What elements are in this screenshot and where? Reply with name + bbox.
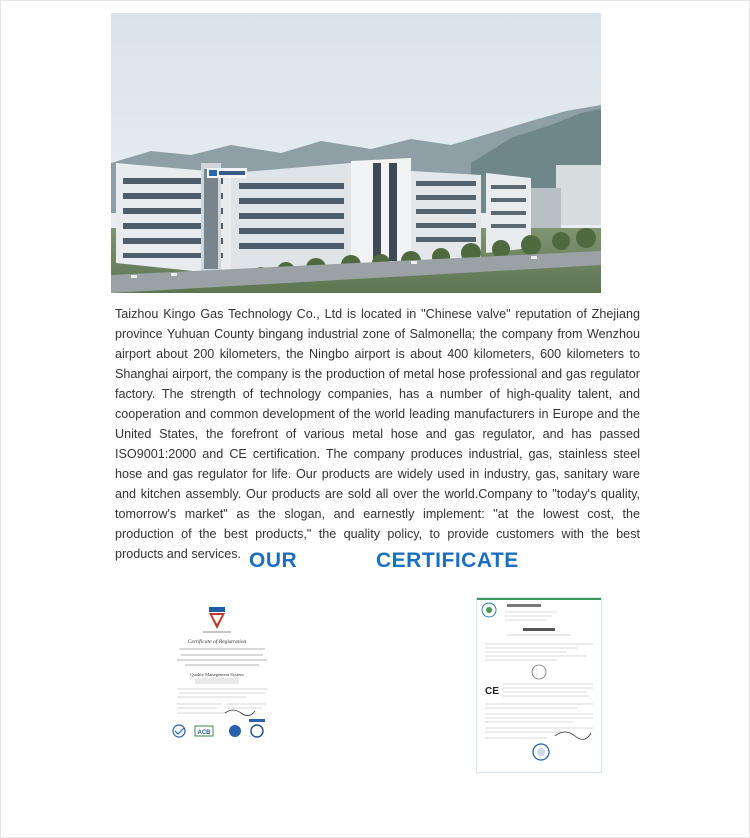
iso-certificate-graphic xyxy=(167,605,277,745)
company-introduction: Taizhou Kingo Gas Technology Co., Ltd is located in "Chinese valve" reputation of Zhejiang province Yuhuan County bingang industrial zone of Salmonella; the company from Wenzhou airport about 200 kilometers, the Ningbo airport is about 400 kilometers, 600 kilometers to Shanghai airport, the company is the production of metal hose professional and gas regulator factory. The strength of technology companies, has a number of high-quality talent, and cooperation and common development of the world leading manufacturers in Europe and the United States, the forefront of various metal hose and gas regulator, and has passed ISO9001:2000 and CE certification. The company produces industrial, gas, stainless steel hose and gas regulator for life. Our products are widely used in industry, gas, sanitary ware and kitchen assembly. Our products are sold all over the world.Company to "today's quality, tomorrow's market" as the slogan, and earnestly implement: "at the lowest cost, the production of the best products," the quality policy, to provide customers with the best products and services. xyxy=(115,307,640,561)
iso-certificate-image xyxy=(167,605,277,745)
section-heading-certificate: CERTIFICATE xyxy=(376,549,519,572)
factory-building-image xyxy=(111,13,601,293)
svg-text:Certificate of Registration: Certificate of Registration xyxy=(187,639,247,645)
section-heading-our: OUR xyxy=(249,549,298,572)
svg-text:CE: CE xyxy=(485,686,499,697)
svg-text:Quality Management System: Quality Management System xyxy=(190,672,244,677)
ce-certificate-image xyxy=(476,597,602,773)
factory-photo xyxy=(111,13,601,293)
svg-text:ACB: ACB xyxy=(197,730,211,736)
ce-certificate-graphic xyxy=(477,598,601,772)
